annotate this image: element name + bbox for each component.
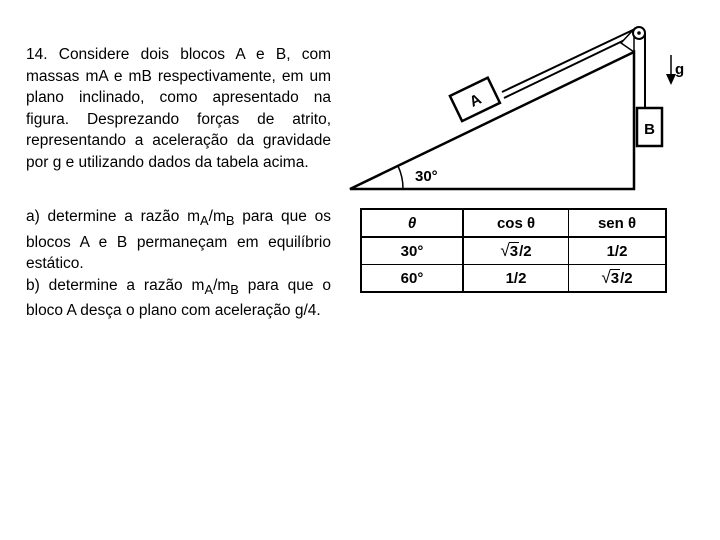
sqrt-symbol: √ [601, 268, 611, 287]
incline-triangle [350, 52, 634, 189]
block-a-label: A [466, 90, 485, 111]
table-row [361, 265, 666, 293]
table-cell-angle: 60° [361, 265, 463, 293]
part-b [26, 275, 331, 322]
trig-table [360, 208, 667, 293]
inclined-plane-figure [345, 22, 695, 198]
part-a-text: a) determine a razão m [26, 208, 201, 225]
table-row [361, 237, 666, 265]
table-cell-angle: 30° [361, 237, 463, 265]
table-cell-sen [569, 265, 667, 293]
block-a [450, 78, 500, 121]
denominator: /2 [620, 270, 633, 287]
rope-incline-inner [504, 36, 633, 98]
pulley-axle [637, 31, 641, 35]
table-header-row [361, 209, 666, 237]
radicand: 3 [509, 243, 519, 260]
part-b-slash: /m [213, 276, 231, 294]
subscript-a: A [200, 213, 209, 229]
problem-text [26, 44, 331, 322]
table-cell-cos [463, 237, 569, 265]
radicand: 3 [610, 270, 620, 287]
table-header: sen θ [569, 209, 667, 237]
subscript-b: B [225, 213, 235, 229]
table-cell-sen: 1/2 [569, 237, 667, 265]
part-b-text: b) determine a razão m [26, 276, 205, 294]
part-a-slash: /m [208, 208, 226, 225]
sqrt-symbol: √ [500, 241, 510, 260]
table-header: θ [361, 209, 463, 237]
table-header: cos θ [463, 209, 569, 237]
angle-label: 30° [415, 168, 438, 185]
angle-arc [398, 166, 403, 189]
subscript-a: A [204, 281, 214, 297]
gravity-label: g [675, 61, 685, 78]
subscript-b: B [230, 281, 239, 297]
part-a-rest: para que os blocos A e B permaneçam em equilíbrio estático. [26, 208, 331, 273]
problem-intro: 14. Considere dois blocos A e B, com massas mA e mB respectivamente, em um plano inclinado, como apresentado na figura. Desprezando forças de atrito, representando a aceleração da gravidade por g e utilizando dados da tabela acima. [26, 46, 331, 171]
table-cell-cos: 1/2 [463, 265, 569, 293]
denominator: /2 [519, 243, 532, 260]
part-a [26, 206, 331, 275]
block-b-label: B [644, 121, 655, 138]
part-b-rest: para que o bloco A desça o plano com aceleração g/4. [26, 276, 331, 320]
